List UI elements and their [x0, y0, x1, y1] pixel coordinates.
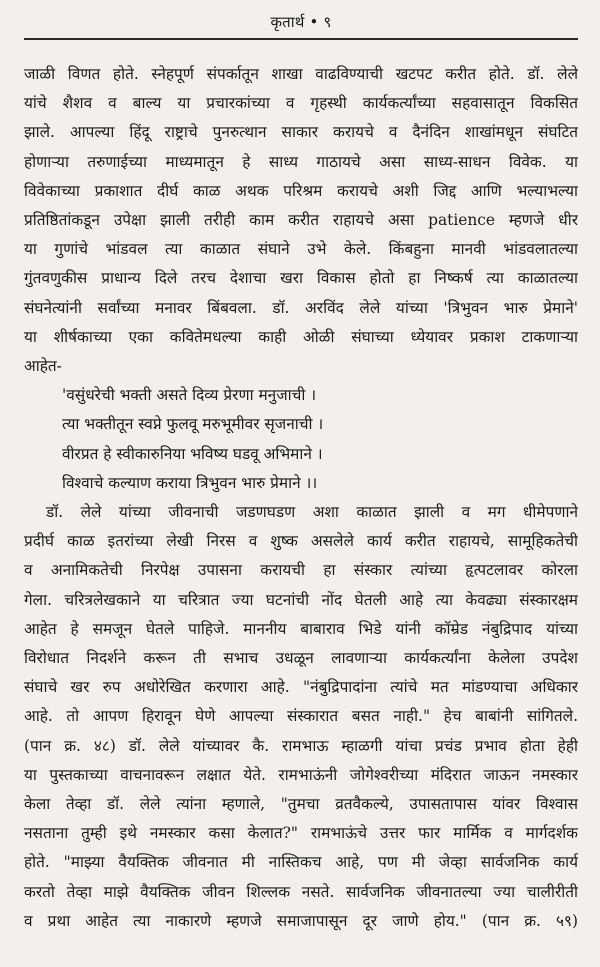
header-rule [24, 38, 578, 40]
text-line: प्रदीर्घ काळ इतरांच्या लेखी निरस व शुष्क असलेले कार्य करीत राहायचे, सामूहिकतेची [24, 532, 578, 551]
text-line: गुंतवणुकीस प्राधान्य दिले तरच देशाचा खरा विकास होतो हा निष्कर्ष त्या काळातल्या [24, 269, 578, 288]
text-line: जाळी विणत होते. स्नेहपूर्ण संपर्कातून शाखा वाढविण्याची खटपट करीत होते. डॉ. लेले [24, 65, 578, 83]
page-header [24, 0, 578, 40]
text-line: नसताना तुम्ही इथे नमस्कार कसा केलात?" रामभाऊंचे उत्तर फार मार्मिक व मार्गदर्शक [24, 824, 578, 843]
poem-line: त्या भक्तीतून स्वप्ने फुलवू मरुभूमीवर सृजनाची । [62, 415, 324, 434]
text-line: आहेत हे समजून घेतले पाहिजे. माननीय बाबाराव भिडे यांनी कॉम्रेड नंबुद्रिपाद यांच्या [24, 619, 578, 638]
text-line: झाले. आपल्या हिंदू राष्ट्राचे पुनरुत्थान साकार करायचे व दैनंदिन शाखांमधून संघटित [24, 123, 578, 142]
text-line: या शीर्षकाच्या एका कवितेमधल्या काही ओळी संघाच्या ध्येयावर प्रकाश टाकणाऱ्या [24, 327, 578, 346]
text-line: संघाचे खर रुप अधोरेखित करणारा आहे. "नंबुद्रिपादांना त्यांचे मत मांडण्याचा अधिकार [24, 678, 578, 697]
text-line: होते. "माझ्या वैयक्तिक जीवनात मी नास्तिकच आहे, पण मी जेव्हा सार्वजनिक कार्य [24, 853, 578, 872]
text-line: विवेकाच्या प्रकाशात दीर्घ काळ अथक परिश्रम करायचे अशी जिद्द आणि भल्याभल्या [24, 181, 578, 200]
poem-line: वीरप्रत हे स्वीकारुनिया भविष्य घडवू अभिमाने । [62, 444, 323, 463]
text-line: व अनामिकतेची निरपेक्ष उपासना करायची हा संस्कार त्यांच्या हृत्पटलावर कोरला [24, 561, 578, 580]
text-line: (पान क्र. ४८) डॉ. लेले यांच्यावर कै. रामभाऊ म्हाळगी यांचा प्रचंड प्रभाव होता हेही [24, 736, 578, 755]
text-line: गेला. चरित्रलेखकाने या चरित्रात ज्या घटनांची नोंद घेतली आहे त्या केवढ्या संस्कारक्षम [24, 590, 578, 609]
text-line: संघनेत्यांनी सर्वांच्या मनावर बिंबवला. डॉ. अरविंद लेले यांच्या 'त्रिभुवन भारु प्रेमाने' [24, 298, 578, 317]
text-line: व प्रथा आहेत त्या नाकारणे म्हणजे समाजापासून दूर जाणे होय." (पान क्र. ५९) [24, 911, 578, 930]
poem-line: 'वसुंधरेची भक्ती असते दिव्य प्रेरणा मनुजाची । [62, 386, 317, 405]
page-body [24, 60, 578, 936]
text-line: यांचे शैशव व बाल्य या प्रचारकांच्या व गृहस्थी कार्यकर्त्यांच्या सहवासातून विकसित [24, 94, 578, 113]
text-line: विरोधात निदर्शने करून ती सभाच उधळून लावणाऱ्या कार्यकर्त्यांना केलेला उपदेश [24, 649, 578, 668]
text-line: आहे. तो आपण हिरावून घेणे आपल्या संस्कारात बसत नाही." हेच बाबांनी सांगितले. [24, 707, 578, 726]
poem-quote [24, 381, 578, 498]
paragraph-1 [24, 60, 578, 381]
text-line: आहेत- [24, 357, 62, 376]
text-line: प्रतिष्ठितांकडून उपेक्षा झाली तरीही काम करीत राहायचे असा patience म्हणजे धीर [24, 211, 578, 230]
poem-line: विश्वाचे कल्याण कराया त्रिभुवन भारु प्रेमाने ।। [62, 473, 318, 492]
text-line: डॉ. लेले यांच्या जीवनाची जडणघडण अशा काळात झाली व मग धीमेपणाने [46, 503, 578, 522]
text-line: केला तेव्हा डॉ. लेले त्यांना म्हणाले, "तुमचा व्रतवैकल्ये, उपासतापास यांवर विश्वास [24, 795, 578, 814]
running-title: कृतार्थ • ९ [270, 13, 332, 31]
paragraph-2 [24, 498, 578, 936]
text-line: या पुस्तकाच्या वाचनावरून लक्षात येते. रामभाऊंनी जोगेश्वरीच्या मंदिरात जाऊन नमस्कार [24, 765, 578, 784]
text-line: होणाऱ्या तरुणाईच्या माध्यमातून हे साध्य गाठायचे असा साध्य-साधन विवेक. या [24, 152, 578, 171]
text-line: या गुणांचे भांडवल त्या काळात संघाने उभे केले. किंबहुना मानवी भांडवलातल्या [24, 240, 578, 259]
text-line: करतो तेव्हा माझे वैयक्तिक जीवन शिल्लक नसते. सार्वजनिक जीवनातल्या ज्या चालीरीती [24, 882, 578, 901]
